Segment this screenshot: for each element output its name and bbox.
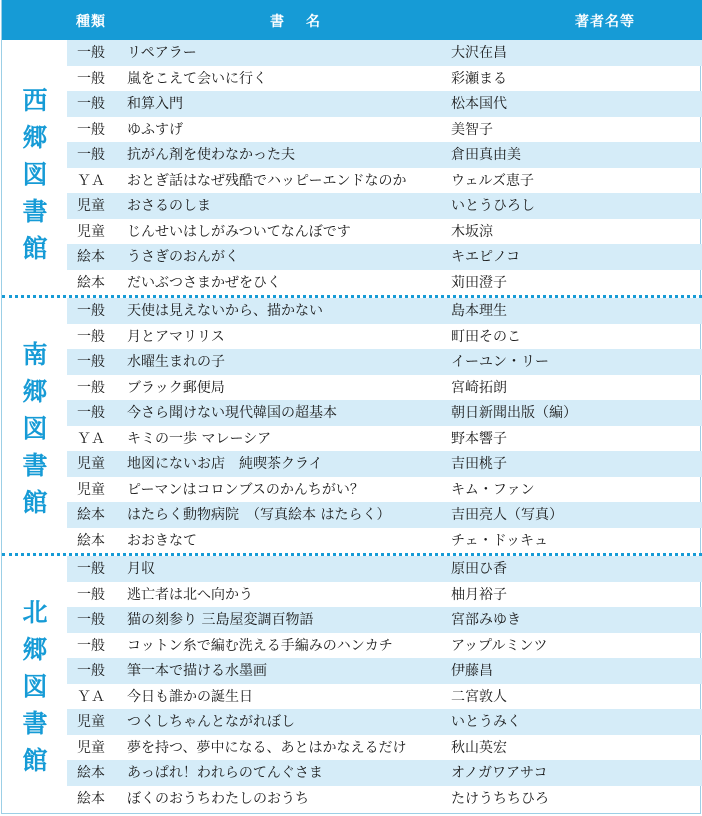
book-author: アップルミンツ [451,637,548,654]
book-title: 天使は見えないから、描かない [127,303,323,319]
book-title: ぼくのおうちわたしのおうち [127,790,309,807]
book-type: 一般 [77,147,105,163]
book-title: コットン糸で編む洗える手編みのハンカチ [127,637,393,654]
table-row [67,658,702,684]
table-row [67,66,702,92]
book-type: 一般 [77,121,105,138]
book-title: 猫の刻参り 三島屋変調百物語 [127,612,314,628]
table-row [67,142,702,168]
book-type: 児童 [77,456,105,472]
book-author: 秋山英宏 [451,739,507,756]
book-type: 児童 [77,739,105,756]
branch-label-char: 書 [22,709,48,738]
book-title: 嵐をこえて会いに行く [127,70,267,87]
table-row [67,556,702,582]
book-title: リペアラー [127,45,197,61]
book-type: 一般 [77,70,105,87]
book-title: 地図にないお店 純喫茶クライ [127,456,323,472]
book-author: 美智子 [451,121,493,138]
table-row [67,400,702,426]
book-author: たけうちちひろ [451,790,549,807]
book-rows [67,40,702,295]
book-author: 島本理生 [451,303,507,319]
book-author: イーユン・リー [451,354,549,370]
book-rows [67,556,702,811]
book-title: 水曜生まれの子 [127,354,225,370]
book-title: あっぱれ！われらのてんぐさま [127,765,323,781]
table-row [67,375,702,401]
book-title: 逃亡者は北へ向かう [127,586,253,603]
branch-label-char: 書 [22,451,48,480]
table-row [67,735,702,761]
branch-label-char: 館 [22,488,48,517]
book-author: いとうみく [451,714,521,730]
table-row [67,607,702,633]
book-title: おおきなて [127,532,197,549]
branch-section-nango [2,298,702,553]
book-title: ブラック郵便局 [127,379,225,396]
book-type: 一般 [77,637,105,654]
book-author: 倉田真由美 [451,147,521,163]
branch-label-char: 図 [22,160,48,189]
table-row [67,324,702,350]
book-type: 一般 [77,612,105,628]
book-type: 一般 [77,663,105,679]
book-title: 抗がん剤を使わなかった夫 [127,147,295,163]
book-type: 一般 [77,96,105,112]
branch-section-kitago [2,556,702,811]
book-type: 一般 [77,354,105,370]
book-title: 今日も誰かの誕生日 [127,688,253,705]
table-row [67,168,702,194]
book-title: はたらく動物病院 （写真絵本 はたらく） [127,507,391,523]
branch-label [2,298,67,553]
book-author: 柚月裕子 [451,586,507,603]
book-author: 伊藤昌 [451,663,493,679]
branch-label [2,556,67,811]
book-type: 児童 [77,714,105,730]
branch-label-char: 館 [22,234,48,263]
table-row [67,91,702,117]
table-row [67,117,702,143]
book-title: 月とアマリリス [127,328,225,345]
table-row [67,451,702,477]
header-type: 種類 [76,14,106,30]
book-type: ＹＡ [77,430,105,447]
book-type: 一般 [77,379,105,396]
book-author: 彩瀬まる [451,70,507,87]
table-row [67,298,702,324]
book-author: 木坂涼 [451,223,493,240]
book-author: 町田そのこ [451,328,521,345]
book-title: 筆一本で描ける水墨画 [127,663,267,679]
book-title: 和算入門 [127,96,183,112]
branch-label-char: 館 [22,746,48,775]
book-author: 宮部みゆき [451,612,521,628]
book-author: 吉田桃子 [451,456,507,472]
book-title: 月収 [127,561,155,577]
table-row [67,709,702,735]
table-row [67,477,702,503]
book-type: 児童 [77,481,105,498]
table-row [67,760,702,786]
book-type: 一般 [77,405,105,421]
book-author: キム・ファン [451,481,535,498]
book-author: 野本響子 [451,430,507,447]
branch-label-char: 郷 [22,635,48,664]
book-type: 児童 [77,198,105,214]
book-title: キミの一歩 マレーシア [127,430,272,447]
branch-label-char: 図 [22,414,48,443]
table-row [67,349,702,375]
table-row [67,270,702,296]
book-author: 朝日新聞出版（編） [451,405,577,421]
branch-label-char: 北 [22,598,48,627]
book-type: 絵本 [77,249,105,265]
book-title: ピーマンはコロンブスのかんちがい？ [127,481,364,498]
book-type: 一般 [77,561,105,577]
book-type: 絵本 [77,507,105,523]
table-row [67,244,702,270]
table-row [67,633,702,659]
table-row [67,426,702,452]
book-author: 松本国代 [451,96,507,112]
table-row [67,684,702,710]
table-row [67,40,702,66]
book-author: キエピノコ [451,249,521,265]
table-header [2,0,702,40]
book-type: 絵本 [77,274,105,291]
branch-label-char: 郷 [22,377,48,406]
book-title: だいぶつさまかぜをひく [127,274,281,291]
table-row [67,582,702,608]
book-type: 一般 [77,303,105,319]
book-title: つくしちゃんとながれぼし [127,714,295,730]
table-row [67,786,702,812]
book-rows [67,298,702,553]
book-type: ＹＡ [77,172,105,189]
book-list-table [1,0,701,814]
book-type: 絵本 [77,532,105,549]
table-row [67,219,702,245]
branch-label-char: 図 [22,672,48,701]
book-author: いとうひろし [451,198,535,214]
book-author: ウェルズ恵子 [451,172,535,189]
book-type: ＹＡ [77,688,105,705]
book-title: 夢を持つ、夢中になる、あとはかなえるだけ [127,739,407,756]
book-author: 吉田亮人（写真） [451,507,563,523]
book-author: 宮崎拓朗 [451,379,507,396]
branch-label-char: 郷 [22,123,48,152]
book-title: じんせいはしがみついてなんぼです [127,223,351,240]
branch-section-saigo [2,40,702,295]
book-type: 児童 [77,223,105,240]
header-title: 書名 [270,14,342,30]
book-type: 一般 [77,586,105,603]
book-title: おさるのしま [127,198,211,214]
table-row [67,502,702,528]
book-type: 一般 [77,328,105,345]
book-title: おとぎ話はなぜ残酷でハッピーエンドなのか [127,172,407,189]
book-author: 原田ひ香 [451,561,507,577]
table-row [67,193,702,219]
book-author: チェ・ドッキュ [451,532,549,549]
branch-label-char: 南 [22,340,48,369]
book-type: 絵本 [77,765,105,781]
branch-label-char: 書 [22,197,48,226]
book-author: オノガワアサコ [451,765,548,781]
table-row [67,528,702,554]
book-title: 今さら聞けない現代韓国の超基本 [127,405,337,421]
book-title: ゆふすげ [127,121,183,138]
book-title: うさぎのおんがく [127,249,239,265]
book-author: 大沢在昌 [451,45,507,61]
book-author: 苅田澄子 [451,274,507,291]
header-author: 著者名等 [575,14,635,30]
branch-label [2,40,67,295]
branch-label-char: 西 [22,86,48,115]
book-type: 一般 [77,45,105,61]
book-type: 絵本 [77,790,105,807]
book-author: 二宮敦人 [451,688,507,705]
